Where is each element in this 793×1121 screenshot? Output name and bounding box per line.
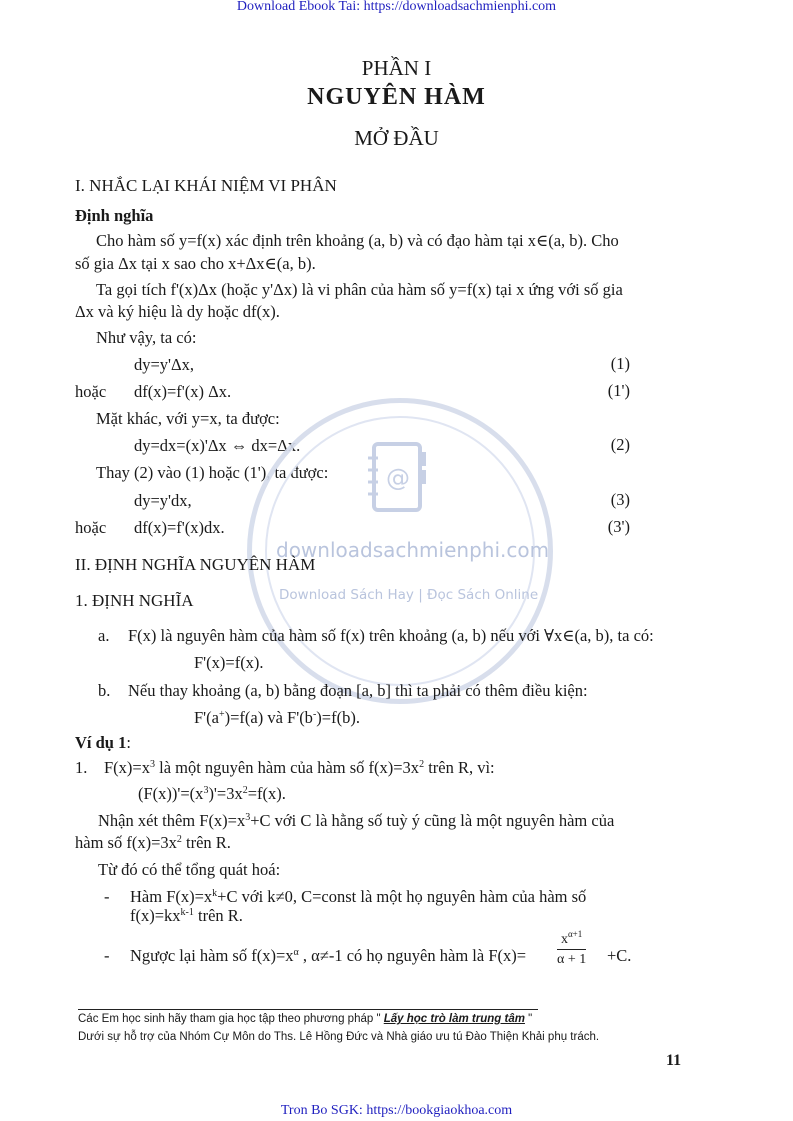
remark-line-1: Nhận xét thêm $F(x)=x^3+C$ với C là hằng số tuỳ ý cũng là một nguyên hàm của	[98, 811, 615, 830]
paragraph-4: Mặt khác, với y=x, ta được:	[96, 409, 280, 428]
fraction-denominator: α + 1	[557, 952, 587, 967]
bullet-2-text: Ngược lại hàm số $f(x)=x^\alpha$ , α≠-1 có họ nguyên hàm là F(x)=	[130, 946, 527, 965]
footer-line-1: Các Em học sinh hãy tham gia học tập theo phương pháp " Lấy học trò làm trung tâm "	[78, 1013, 533, 1025]
paragraph-3: Như vậy, ta có:	[96, 328, 197, 347]
equation-1: dy=y'Δx,	[134, 355, 195, 374]
intro-title: MỞ ĐẦU	[354, 126, 439, 150]
example-1-formula: $(F(x))'=(x^3)'=3x^2=f(x)$.	[138, 784, 286, 803]
or-label-2: hoặc	[75, 518, 107, 537]
equation-3-number: (3)	[610, 490, 630, 509]
part-label: PHẦN I	[361, 56, 432, 80]
item-a-formula: F'(x)=f(x).	[194, 653, 264, 672]
item-b-formula: F'(a+)=f(a) và F'(b-)=f(b).	[194, 708, 360, 727]
equation-3b-number: (3')	[607, 517, 630, 536]
bullet-1-line-2: $f(x)=kx^{k-1}$ trên R.	[130, 906, 243, 925]
bullet-2-tail: +C.	[607, 946, 632, 965]
remark-line-2: hàm số $f(x)=3x^2$ trên R.	[75, 833, 231, 852]
section1-heading: I. NHẮC LẠI KHÁI NIỆM VI PHÂN	[75, 176, 337, 195]
generalization-text: Từ đó có thể tổng quát hoá:	[98, 860, 281, 879]
definition-heading: Định nghĩa	[75, 206, 154, 225]
watermark-site: downloadsachmienphi.com	[276, 538, 550, 562]
footer-rule	[78, 1009, 538, 1010]
paragraph-1-line-2: số gia Δx tại x sao cho x+Δx∈(a, b).	[75, 254, 316, 273]
top-download-link[interactable]: Download Ebook Tai: https://downloadsachmienphi.com	[236, 0, 557, 14]
bullet-1-line-1: Hàm $F(x)=x^k+C$ với k≠0, C=const là một họ nguyên hàm của hàm số	[130, 887, 587, 906]
equation-2-number: (2)	[610, 435, 630, 454]
example-heading: Ví dụ 1:	[75, 733, 131, 752]
equation-2: dy=dx=(x)'Δx ⇔ dx=Δx.	[134, 436, 301, 455]
footer-line-2: Dưới sự hỗ trợ của Nhóm Cự Môn do Ths. Lê Hồng Đức và Nhà giáo ưu tú Đào Thiện Khải phụ trách.	[78, 1031, 600, 1043]
section2-heading: II. ĐỊNH NGHĨA NGUYÊN HÀM	[75, 555, 316, 574]
antiderivative-fraction	[557, 929, 587, 968]
paragraph-2-line-2: Δx và ký hiệu là dy hoặc df(x).	[75, 302, 280, 321]
item-b-label: b.	[98, 681, 111, 700]
svg-text:@: @	[386, 464, 410, 492]
equation-1b-number: (1')	[607, 381, 630, 400]
notebook-at-icon	[366, 440, 430, 516]
subsection1-heading: 1. ĐỊNH NGHĨA	[75, 591, 194, 610]
bullet-1-marker: -	[104, 887, 110, 906]
paragraph-5: Thay (2) vào (1) hoặc (1'), ta được:	[96, 463, 329, 482]
bullet-2-marker: -	[104, 946, 110, 965]
fraction-numerator: $x^{\alpha+1}$	[557, 932, 586, 950]
or-label-1: hoặc	[75, 382, 107, 401]
paragraph-1-line-1: Cho hàm số y=f(x) xác định trên khoảng (a, b) và có đạo hàm tại x∈(a, b). Cho	[96, 231, 619, 250]
equation-3b: df(x)=f'(x)dx.	[134, 518, 225, 537]
page-number: 11	[666, 1052, 682, 1069]
item-a-text: F(x) là nguyên hàm của hàm số f(x) trên khoảng (a, b) nếu với ∀x∈(a, b), ta có:	[128, 626, 654, 645]
part-title: NGUYÊN HÀM	[307, 84, 486, 110]
example-1-text: $F(x)=x^3$ là một nguyên hàm của hàm số $f(x)=3x^2$ trên R, vì:	[104, 758, 495, 777]
watermark-tagline: Download Sách Hay | Đọc Sách Online	[279, 587, 539, 603]
item-b-text: Nếu thay khoảng (a, b) bằng đoạn [a, b] thì ta phải có thêm điều kiện:	[128, 681, 588, 700]
equation-1-number: (1)	[610, 354, 630, 373]
item-a-label: a.	[98, 626, 110, 645]
paragraph-2-line-1: Ta gọi tích f'(x)Δx (hoặc y'Δx) là vi phân của hàm số y=f(x) tại x ứng với số gia	[96, 280, 623, 299]
example-1-label: 1.	[75, 758, 88, 777]
equation-3: dy=y'dx,	[134, 491, 192, 510]
equation-1b: df(x)=f'(x) Δx.	[134, 382, 232, 401]
bottom-sgk-link[interactable]: Tron Bo SGK: https://bookgiaokhoa.com	[280, 1103, 513, 1118]
